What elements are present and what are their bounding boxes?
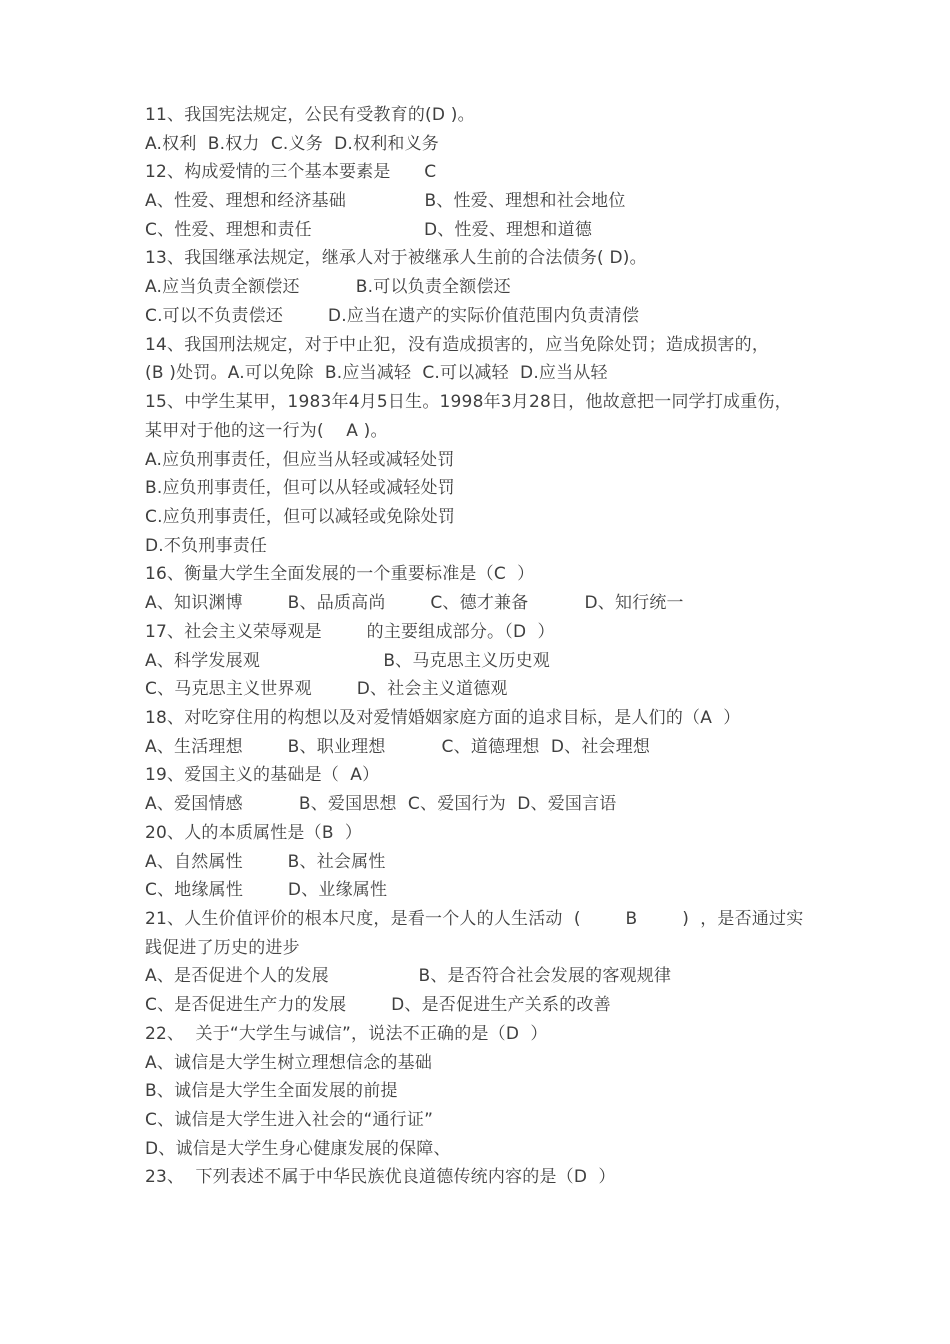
text-line: 14、我国刑法规定，对于中止犯，没有造成损害的，应当免除处罚；造成损害的， [145,335,770,355]
text-line: C.可以不负责偿还 D.应当在遗产的实际价值范围内负责清偿 [145,306,640,326]
text-line: A、科学发展观 B、马克思主义历史观 [145,651,550,671]
text-line: 21、人生价值评价的根本尺度，是看一个人的人生活动 ( B ) ，是否通过实 [145,909,804,929]
text-line: C、是否促进生产力的发展 D、是否促进生产关系的改善 [145,995,611,1015]
text-line: 11、我国宪法规定，公民有受教育的(D )。 [145,105,475,125]
text-line: A.应负刑事责任，但应当从轻或减轻处罚 [145,450,455,470]
text-line: 17、社会主义荣辱观是 的主要组成部分。（D ） [145,622,555,642]
text-line: B、诚信是大学生全面发展的前提 [145,1081,398,1101]
text-line: C、性爱、理想和责任 D、性爱、理想和道德 [145,220,593,240]
text-line: A.权利 B.权力 C.义务 D.权利和义务 [145,134,439,154]
text-line: 13、我国继承法规定，继承人对于被继承人生前的合法债务( D)。 [145,248,647,268]
text-line: D、诚信是大学生身心健康发展的保障、 [145,1139,451,1159]
text-line: A、诚信是大学生树立理想信念的基础 [145,1053,433,1073]
text-line: A、知识渊博 B、品质高尚 C、德才兼备 D、知行统一 [145,593,684,613]
text-line: D.不负刑事责任 [145,536,268,556]
text-line: 16、衡量大学生全面发展的一个重要标准是（C ） [145,564,535,584]
text-line: B.应负刑事责任，但可以从轻或减轻处罚 [145,478,455,498]
text-line: C、马克思主义世界观 D、社会主义道德观 [145,679,508,699]
text-line: A.应当负责全额偿还 B.可以负责全额偿还 [145,277,511,297]
text-line: C、诚信是大学生进入社会的“通行证” [145,1110,434,1130]
text-line: A、是否促进个人的发展 B、是否符合社会发展的客观规律 [145,966,672,986]
text-line: 某甲对于他的这一行为( A )。 [145,421,388,441]
text-line: 22、 关于“大学生与诚信”，说法不正确的是（D ） [145,1024,548,1044]
text-line: A、性爱、理想和经济基础 B、性爱、理想和社会地位 [145,191,626,211]
text-line: A、爱国情感 B、爱国思想 C、爱国行为 D、爱国言语 [145,794,617,814]
text-line: A、生活理想 B、职业理想 C、道德理想 D、社会理想 [145,737,651,757]
text-line: 19、爱国主义的基础是（ A） [145,765,380,785]
text-line: 践促进了历史的进步 [145,938,300,958]
text-line: C、地缘属性 D、业缘属性 [145,880,388,900]
text-line: (B )处罚。A.可以免除 B.应当减轻 C.可以减轻 D.应当从轻 [145,363,608,383]
text-line: C.应负刑事责任，但可以减轻或免除处罚 [145,507,456,527]
text-line: 18、对吃穿住用的构想以及对爱情婚姻家庭方面的追求目标，是人们的（A ） [145,708,741,728]
text-line: 12、构成爱情的三个基本要素是 C [145,162,437,182]
text-line: 23、 下列表述不属于中华民族优良道德传统内容的是（D ） [145,1167,616,1187]
text-line: 20、人的本质属性是（B ） [145,823,363,843]
text-line: 15、中学生某甲，1983年4月5日生。1998年3月28日，他故意把一同学打成重伤， [145,392,792,412]
text-line: A、自然属性 B、社会属性 [145,852,386,872]
